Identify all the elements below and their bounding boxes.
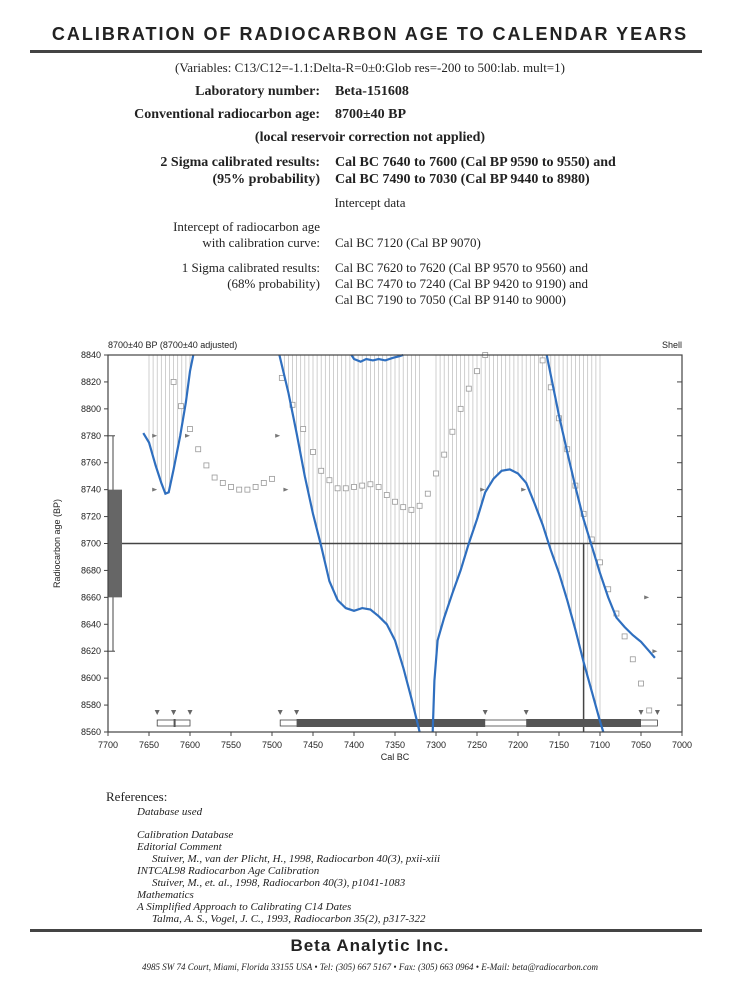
curve-arrow-marker xyxy=(275,434,280,438)
ref-editorial-citation: Stuiver, M., van der Plicht, H., 1998, Radiocarbon 40(3), pxii-xiii xyxy=(152,853,441,865)
y-axis-label: Radiocarbon age (BP) xyxy=(52,498,62,589)
references-heading: References: xyxy=(106,789,168,804)
x-tick-label: 7100 xyxy=(589,740,611,750)
sigma2-value-line1: Cal BC 7640 to 7600 (Cal BP 9590 to 9550) and xyxy=(335,155,616,170)
range-end-marker xyxy=(524,710,529,715)
x-tick-label: 7200 xyxy=(507,740,529,750)
ref-mathematics: Mathematics xyxy=(137,889,194,901)
x-tick-label: 7500 xyxy=(261,740,283,750)
curve-arrow-marker xyxy=(152,434,157,438)
x-tick-label: 7400 xyxy=(343,740,365,750)
lab-number-value: Beta-151608 xyxy=(335,84,409,99)
probability-marker xyxy=(368,482,373,487)
footer-divider xyxy=(30,929,702,932)
chart-axes xyxy=(104,355,682,736)
ref-approach-citation: Talma, A. S., Vogel, J. C., 1993, Radiocarbon 35(2), p317-322 xyxy=(152,913,426,925)
probability-marker xyxy=(393,499,398,504)
probability-marker xyxy=(327,478,332,483)
range-end-marker xyxy=(655,710,660,715)
probability-marker xyxy=(442,452,447,457)
curve-arrow-marker xyxy=(652,649,657,653)
ref-database-used: Database used xyxy=(137,806,203,818)
probability-marker xyxy=(417,503,422,508)
probability-marker xyxy=(220,480,225,485)
sigma1-range-bar xyxy=(526,719,641,727)
ref-calibration-database: Calibration Database xyxy=(137,829,234,841)
variables-line: (Variables: C13/C12=-1.1:Delta-R=0±0:Glob res=-200 to 500:lab. mult=1) xyxy=(175,60,565,75)
chart-title: 8700±40 BP (8700±40 adjusted) xyxy=(108,340,238,350)
probability-marker xyxy=(171,379,176,384)
probability-marker xyxy=(450,429,455,434)
sigma2-value-line2: Cal BC 7490 to 7030 (Cal BP 9440 to 8980) xyxy=(335,172,590,187)
y-tick-label: 8560 xyxy=(80,727,101,737)
probability-marker xyxy=(335,486,340,491)
y-tick-label: 8780 xyxy=(80,430,101,441)
sigma2-label-line1: 2 Sigma calibrated results: xyxy=(160,155,320,170)
intercept-label-line1: Intercept of radiocarbon age xyxy=(173,219,320,234)
probability-marker xyxy=(204,463,209,468)
y-tick-label: 8760 xyxy=(80,457,101,468)
probability-marker xyxy=(253,484,258,489)
curve-arrow-marker xyxy=(283,488,288,492)
x-tick-label: 7600 xyxy=(179,740,201,750)
reservoir-note: (local reservoir correction not applied) xyxy=(254,130,486,145)
range-end-marker xyxy=(188,710,193,715)
probability-marker xyxy=(647,708,652,713)
lab-number-label: Laboratory number: xyxy=(195,84,320,99)
probability-marker xyxy=(540,358,545,363)
probability-marker xyxy=(434,471,439,476)
conventional-age-label: Conventional radiocarbon age: xyxy=(134,107,320,122)
range-end-marker xyxy=(294,710,299,715)
probability-marker xyxy=(178,404,183,409)
probability-marker xyxy=(360,483,365,488)
curve-arrow-marker xyxy=(480,488,485,492)
ref-intcal-citation: Stuiver, M., et. al., 1998, Radiocarbon 40(3), p1041-1083 xyxy=(152,877,406,889)
range-end-marker xyxy=(278,710,283,715)
sigma1-value-line2: Cal BC 7470 to 7240 (Cal BP 9420 to 9190) and xyxy=(335,276,589,291)
probability-marker xyxy=(188,427,193,432)
curve-arrow-marker xyxy=(185,434,190,438)
x-tick-label: 7250 xyxy=(466,740,488,750)
y-tick-label: 8620 xyxy=(80,646,101,657)
company-address: 4985 SW 74 Court, Miami, Florida 33155 USA • Tel: (305) 667 5167 • Fax: (305) 663 0964 • E-Mail: beta@radiocarbon.com xyxy=(142,962,598,972)
sigma1-value-line3: Cal BC 7190 to 7050 (Cal BP 9140 to 9000) xyxy=(335,292,566,307)
probability-marker xyxy=(475,369,480,374)
x-tick-label: 7150 xyxy=(548,740,570,750)
range-end-marker xyxy=(483,710,488,715)
probability-marker xyxy=(639,681,644,686)
y-tick-label: 8600 xyxy=(80,673,101,684)
range-end-marker xyxy=(171,710,176,715)
probability-marker xyxy=(196,447,201,452)
x-tick-label: 7000 xyxy=(671,740,693,750)
curve-arrow-marker xyxy=(152,488,157,492)
probability-marker xyxy=(229,484,234,489)
sigma1-label-line2: (68% probability) xyxy=(227,276,320,291)
y-tick-label: 8580 xyxy=(80,700,101,711)
y-tick-label: 8680 xyxy=(80,565,101,576)
y-tick-label: 8720 xyxy=(80,511,101,522)
probability-marker xyxy=(343,486,348,491)
y-tick-label: 8800 xyxy=(80,403,101,414)
intercept-heading: Intercept data xyxy=(334,195,406,210)
age-1sigma-bar xyxy=(108,490,122,598)
probability-marker xyxy=(261,480,266,485)
probability-marker xyxy=(352,484,357,489)
x-tick-label: 7050 xyxy=(630,740,652,750)
sigma1-value-line1: Cal BC 7620 to 7620 (Cal BP 9570 to 9560) and xyxy=(335,260,589,275)
ref-intcal-title: INTCAL98 Radiocarbon Age Calibration xyxy=(137,865,320,877)
probability-marker xyxy=(270,476,275,481)
probability-marker xyxy=(622,634,627,639)
probability-marker xyxy=(237,487,242,492)
company-name: Beta Analytic Inc. xyxy=(290,936,450,955)
probability-marker xyxy=(466,386,471,391)
probability-marker xyxy=(384,493,389,498)
calibration-curve-lower xyxy=(352,355,404,362)
range-end-marker xyxy=(639,710,644,715)
header-divider xyxy=(30,50,702,53)
y-tick-label: 8820 xyxy=(80,376,101,387)
sigma1-range-bar xyxy=(297,719,486,727)
x-tick-label: 7700 xyxy=(97,740,119,750)
sigma2-label-line2: (95% probability) xyxy=(212,172,320,187)
probability-marker xyxy=(319,468,324,473)
intercept-label-line2: with calibration curve: xyxy=(202,235,320,250)
x-tick-label: 7350 xyxy=(384,740,406,750)
y-tick-label: 8700 xyxy=(80,538,101,549)
x-axis-label: Cal BC xyxy=(380,752,410,762)
range-end-marker xyxy=(155,710,160,715)
probability-marker xyxy=(630,657,635,662)
probability-marker xyxy=(409,507,414,512)
sigma1-range-bar xyxy=(174,719,176,727)
probability-marker xyxy=(458,406,463,411)
chart-corner-label: Shell xyxy=(661,340,682,350)
y-tick-label: 8660 xyxy=(80,592,101,603)
probability-marker xyxy=(425,491,430,496)
page-title: CALIBRATION OF RADIOCARBON AGE TO CALENDAR YEARS xyxy=(51,24,689,44)
x-tick-label: 7550 xyxy=(220,740,242,750)
y-tick-label: 8840 xyxy=(80,350,101,360)
ref-approach-title: A Simplified Approach to Calibrating C14 Dates xyxy=(137,901,352,913)
x-tick-label: 7450 xyxy=(302,740,324,750)
conventional-age-value: 8700±40 BP xyxy=(335,107,407,122)
x-tick-label: 7650 xyxy=(138,740,160,750)
ref-editorial-comment: Editorial Comment xyxy=(137,841,222,853)
probability-marker xyxy=(376,484,381,489)
y-tick-label: 8640 xyxy=(80,619,101,630)
y-tick-label: 8740 xyxy=(80,484,101,495)
probability-marker xyxy=(311,449,316,454)
curve-arrow-marker xyxy=(644,595,649,599)
calibration-curve-upper xyxy=(433,469,604,732)
intercept-value: Cal BC 7120 (Cal BP 9070) xyxy=(335,235,481,250)
probability-marker xyxy=(245,487,250,492)
probability-marker xyxy=(301,427,306,432)
x-tick-label: 7300 xyxy=(425,740,447,750)
sigma1-label-line1: 1 Sigma calibrated results: xyxy=(181,260,320,275)
probability-marker xyxy=(212,475,217,480)
probability-marker xyxy=(401,505,406,510)
calibration-chart xyxy=(0,330,740,770)
curve-arrow-marker xyxy=(521,488,526,492)
